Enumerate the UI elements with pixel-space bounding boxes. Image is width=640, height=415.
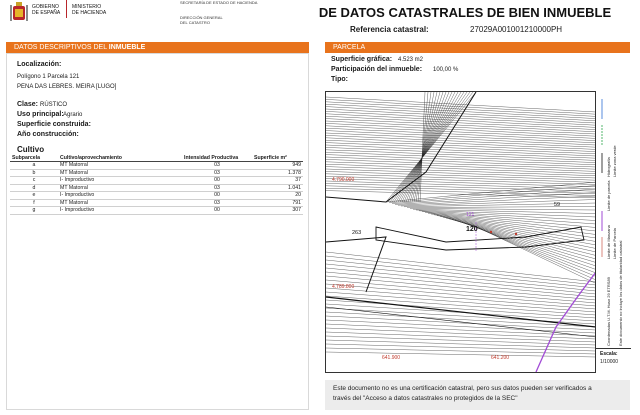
cell-cultivo: I- Improductivo xyxy=(58,177,182,185)
legend-item3: Limite de parcela xyxy=(606,180,611,211)
table-row xyxy=(10,177,303,185)
tipo-label: Tipo: xyxy=(331,76,348,83)
legend-item2: Limite zona verde xyxy=(612,145,617,177)
col-intensidad: Intensidad Productiva xyxy=(182,154,252,162)
cadastral-map xyxy=(325,91,630,373)
anio-label: Año construcción: xyxy=(17,131,79,138)
map-label-subparcel: 121 xyxy=(466,212,475,218)
map-label-parcel-main: 120 xyxy=(466,226,478,233)
cell-cultivo: MT Matorral xyxy=(58,184,182,192)
descriptive-data-bar xyxy=(6,42,309,53)
cell-cultivo: I- Improductivo xyxy=(58,192,182,200)
ministry-line1: MINISTERIO xyxy=(72,4,102,10)
legend-item1: Hidrografía xyxy=(606,157,611,177)
ref-value: 27029A001001210000PH xyxy=(470,25,563,34)
cell-intensidad: 00 xyxy=(182,177,252,185)
cell-intensidad: 03 xyxy=(182,169,252,177)
sup-construida-label: Superficie construida: xyxy=(17,121,91,128)
parcela-bar: PARCELA xyxy=(325,42,630,53)
legend-item4: Limite de Manzana xyxy=(606,225,611,259)
map-coord-bottom2: 641.200 xyxy=(491,355,510,361)
disclaimer-line2: través del "Acceso a datos catastrales no protegidos de la SEC" xyxy=(333,395,518,402)
cell-cultivo: I- Improductivo xyxy=(58,207,182,215)
cell-subparcela: a xyxy=(10,162,58,170)
ref-label: Referencia catastral: xyxy=(350,25,429,34)
cell-intensidad: 03 xyxy=(182,184,252,192)
gov-line1: GOBIERNO xyxy=(32,4,59,10)
bar-strong: INMUEBLE xyxy=(108,44,146,51)
uso-value: Agrario xyxy=(63,112,83,118)
table-row xyxy=(10,162,303,170)
uso-label: Uso principal: xyxy=(17,111,64,118)
government-logo-block xyxy=(6,0,174,28)
participacion-label: Participación del inmueble: xyxy=(331,66,423,73)
sup-grafica-label: Superficie gráfica: xyxy=(331,56,393,63)
cell-intensidad: 00 xyxy=(182,207,252,215)
cell-subparcela: b xyxy=(10,169,58,177)
map-label-parcel-left: 263 xyxy=(352,230,362,236)
ministry-line2: DE HACIENDA xyxy=(72,10,107,16)
col-subparcela: Subparcela xyxy=(10,154,58,162)
gov-line2: DE ESPAÑA xyxy=(32,10,61,16)
cell-subparcela: e xyxy=(10,192,58,200)
cell-subparcela: d xyxy=(10,184,58,192)
table-row xyxy=(10,199,303,207)
cell-subparcela: g xyxy=(10,207,58,215)
map-drawing xyxy=(326,92,596,372)
map-label-parcel-right: 59 xyxy=(554,202,561,208)
table-row xyxy=(10,169,303,177)
legend-crs: Coordenadas U.T.M. Huso 29 ETRS89 xyxy=(606,277,611,346)
cell-intensidad: 00 xyxy=(182,192,252,200)
disclaimer-box xyxy=(325,380,630,410)
agency-line1: DIRECCIÓN GENERAL xyxy=(180,15,223,20)
cell-superficie: 1.378 xyxy=(252,169,303,177)
table-row xyxy=(10,207,303,215)
cell-subparcela: c xyxy=(10,177,58,185)
cell-cultivo: MT Matorral xyxy=(58,162,182,170)
scale-value: 1/10000 xyxy=(600,359,619,365)
clase-value: RÚSTICO xyxy=(40,102,67,108)
cell-cultivo: MT Matorral xyxy=(58,169,182,177)
cultivo-title: Cultivo xyxy=(17,145,45,154)
table-row xyxy=(10,184,303,192)
coat-of-arms-icon xyxy=(10,2,28,24)
cell-superficie: 307 xyxy=(252,207,303,215)
agency-line2: DEL CATASTRO xyxy=(180,20,210,25)
cell-superficie: 1.041 xyxy=(252,184,303,192)
disclaimer-line1: Este documento no es una certificación catastral, pero sus datos pueden ser verificados a xyxy=(333,385,592,392)
cell-subparcela: f xyxy=(10,199,58,207)
cell-intensidad: 03 xyxy=(182,199,252,207)
clase-label: Clase: xyxy=(17,101,39,108)
cell-superficie: 20 xyxy=(252,192,303,200)
cultivo-table-wrap xyxy=(10,154,303,215)
bar-prefix: DATOS DESCRIPTIVOS DEL xyxy=(14,44,109,51)
agency-top: SECRETARÍA DE ESTADO DE HACIENDA xyxy=(180,0,258,5)
col-superficie: Superficie m² xyxy=(252,154,303,162)
sup-grafica-value: 4.523 m2 xyxy=(398,57,424,63)
cell-superficie: 949 xyxy=(252,162,303,170)
col-cultivo: Cultivo/aprovechamiento xyxy=(58,154,182,162)
map-legend xyxy=(595,91,630,373)
scale-label: Escala: xyxy=(600,351,618,357)
map-coord-left1: 4.790.000 xyxy=(332,177,355,183)
cultivo-table xyxy=(10,154,303,215)
participacion-value: 100,00 % xyxy=(433,67,459,73)
localizacion-line1: Polígono 1 Parcela 121 xyxy=(17,74,80,80)
map-coord-left2: 4.789.800 xyxy=(332,284,355,290)
cell-cultivo: MT Matorral xyxy=(58,199,182,207)
localizacion-line2: PENA DAS LEBRES. MEIRA [LUGO] xyxy=(17,84,117,90)
cell-intensidad: 03 xyxy=(182,162,252,170)
cell-superficie: 37 xyxy=(252,177,303,185)
map-coord-bottom1: 641.900 xyxy=(382,355,401,361)
legend-item5: Limite de Parcela xyxy=(612,228,617,259)
localizacion-label: Localización: xyxy=(17,61,62,68)
document-title: DE DATOS CATASTRALES DE BIEN INMUEBLE xyxy=(318,5,612,20)
legend-extra: Este documento no incluye los datos de titularidad catastral xyxy=(618,240,623,346)
table-row xyxy=(10,192,303,200)
cell-superficie: 791 xyxy=(252,199,303,207)
